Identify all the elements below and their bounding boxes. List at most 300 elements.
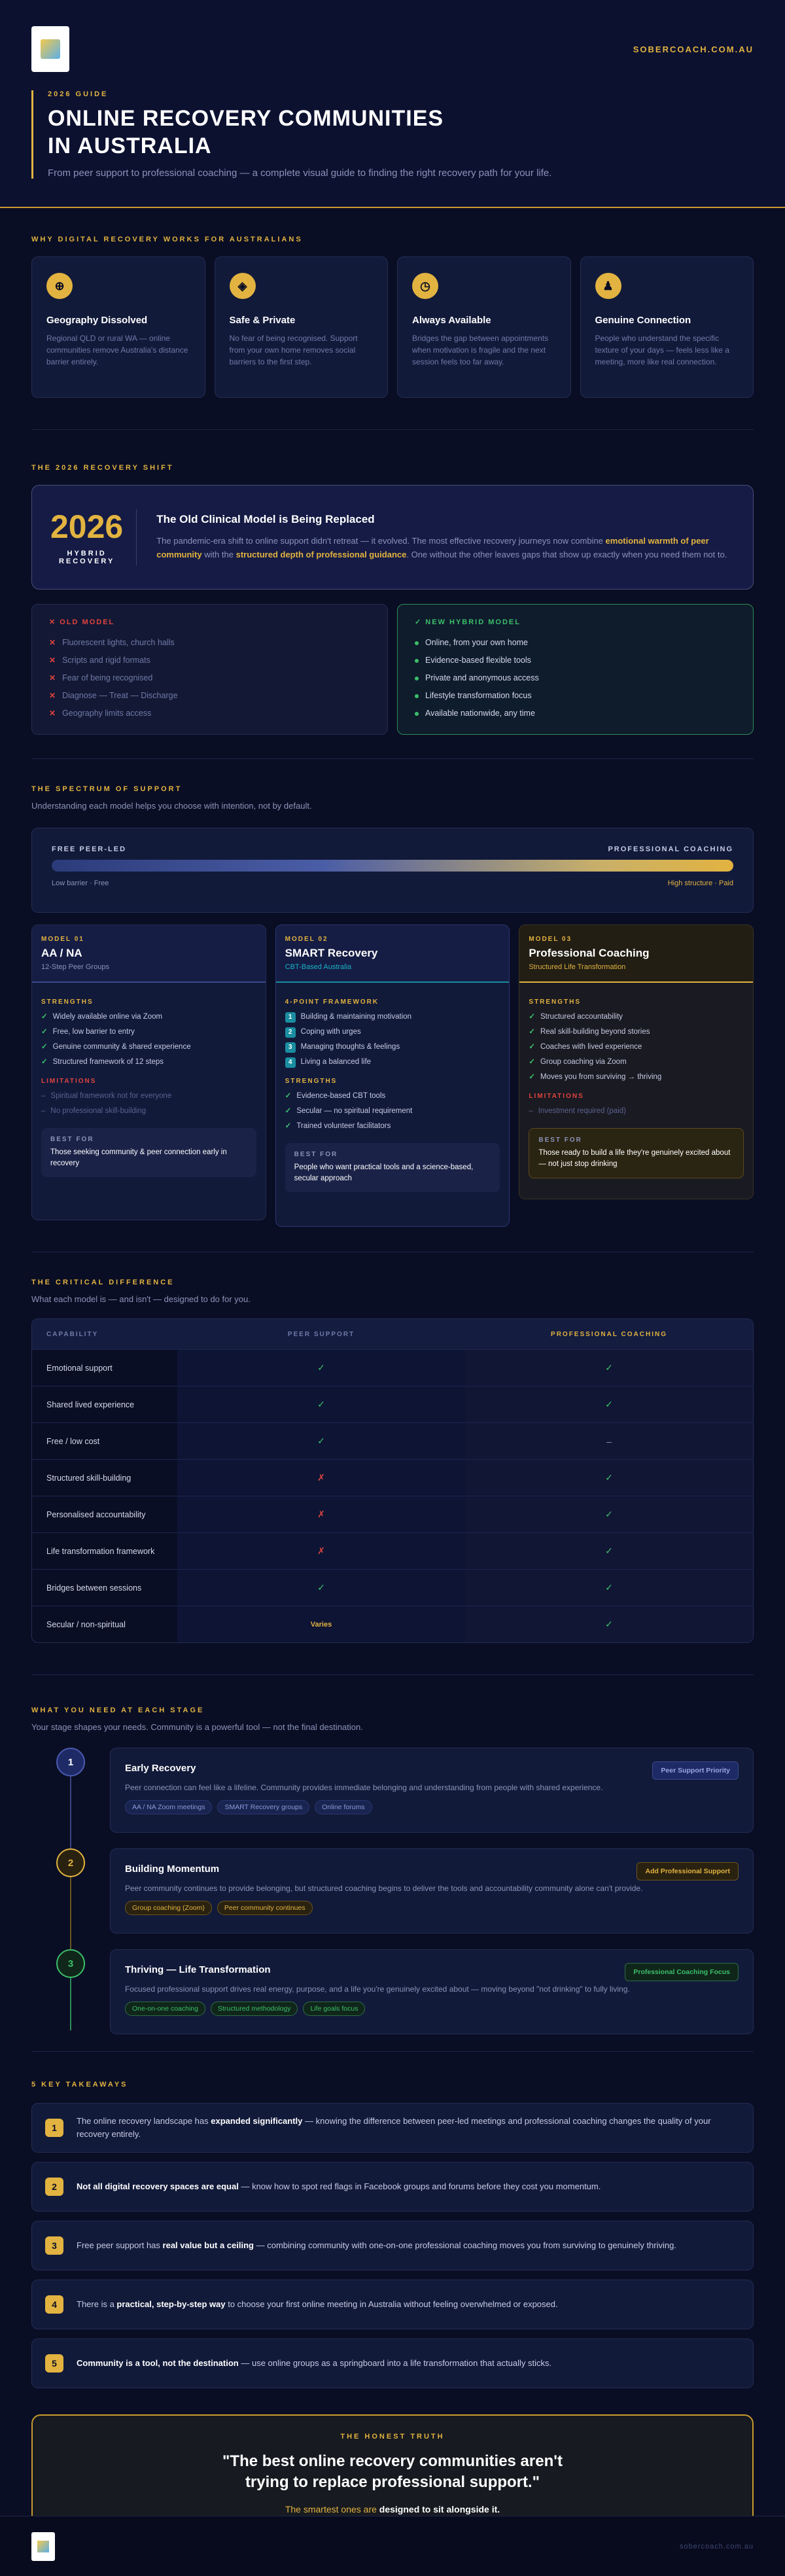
- stage-tags: [125, 1901, 739, 1915]
- list-item: [285, 1040, 500, 1055]
- model-card-header: [276, 925, 510, 983]
- limitations-list: [41, 1089, 256, 1119]
- peer-cell: [177, 1570, 465, 1606]
- divider: [31, 758, 754, 759]
- takeaway-item: [31, 2162, 754, 2212]
- capability-cell: Shared lived experience: [46, 1400, 135, 1409]
- check-icon: ✓: [415, 618, 426, 626]
- comparison-table: [31, 1318, 754, 1643]
- stage-timeline: [31, 1748, 754, 2034]
- feature-cards: [31, 256, 754, 398]
- strengths-title: STRENGTHS: [41, 998, 94, 1006]
- peer-cell: [177, 1496, 465, 1532]
- stage-card: [110, 1848, 754, 1933]
- feature-card: [31, 256, 205, 398]
- stage-tag: SMART Recovery groups: [217, 1800, 309, 1814]
- list-item-text: Genuine community & shared experience: [52, 1043, 191, 1051]
- limitations-title: LIMITATIONS: [41, 1078, 97, 1085]
- list-item-text: Fear of being recognised: [62, 673, 153, 682]
- stages-section: [0, 1706, 785, 2034]
- shield-icon: ◈: [230, 273, 256, 299]
- list-item: [41, 1025, 256, 1040]
- table-row: [32, 1569, 753, 1606]
- model-label: MODEL 02: [285, 936, 328, 943]
- footer: [0, 2516, 785, 2576]
- cross-icon: ✕: [49, 618, 60, 626]
- list-item-text: Scripts and rigid formats: [62, 656, 150, 665]
- clock-icon: ◷: [412, 273, 438, 299]
- year-block: [50, 509, 137, 565]
- best-for-title: BEST FOR: [294, 1151, 338, 1158]
- stage-tag: Life goals focus: [303, 2002, 365, 2016]
- stage-tag: AA / NA Zoom meetings: [125, 1800, 212, 1814]
- pro-value: ✓: [605, 1582, 613, 1593]
- pro-cell: [465, 1533, 753, 1569]
- number-badge: 3: [285, 1042, 296, 1053]
- table-row: [32, 1422, 753, 1459]
- spectrum-left-sub: Low barrier · Free: [52, 879, 109, 887]
- list-item-text: Group coaching via Zoom: [540, 1058, 627, 1066]
- takeaways-eyebrow: 5 KEY TAKEAWAYS: [31, 2081, 128, 2089]
- list-item-text: Widely available online via Zoom: [52, 1013, 163, 1021]
- people-icon: ♟: [595, 273, 621, 299]
- table-row: [32, 1349, 753, 1386]
- model-sub: CBT-Based Australia: [285, 963, 352, 971]
- list-item: [415, 705, 736, 722]
- list-item-text: Geography limits access: [62, 709, 152, 718]
- model-label: MODEL 01: [41, 936, 84, 943]
- spectrum-eyebrow: THE SPECTRUM OF SUPPORT: [31, 785, 183, 793]
- takeaway-number: 3: [45, 2236, 63, 2255]
- peer-cell: [177, 1606, 465, 1642]
- stages-subtitle: Your stage shapes your needs. Community is a powerful tool — not the final destination.: [31, 1722, 363, 1732]
- stage-badge: Peer Support Priority: [652, 1761, 739, 1780]
- takeaway-text: [77, 2180, 601, 2193]
- cross-icon: ✕: [49, 673, 56, 682]
- list-item-text: Living a balanced life: [300, 1058, 372, 1066]
- list-item: [41, 1089, 256, 1104]
- feature-title: Geography Dissolved: [46, 315, 148, 326]
- takeaway-post: to choose your first online meeting in Australia without feeling overwhelmed or exposed.: [225, 2299, 558, 2309]
- feature-card: [580, 256, 754, 398]
- table-row: [32, 1496, 753, 1532]
- stage-tag: Group coaching (Zoom): [125, 1901, 212, 1915]
- logo[interactable]: [31, 26, 69, 72]
- cross-icon: ✕: [49, 691, 56, 700]
- stage-tag: Peer community continues: [217, 1901, 313, 1915]
- feature-card: [215, 256, 389, 398]
- shift-text: [156, 534, 735, 561]
- list-item: [49, 705, 370, 722]
- list-item-text: Lifestyle transformation focus: [425, 691, 532, 700]
- stage: [31, 1848, 754, 1933]
- strengths-list: [529, 1010, 744, 1085]
- check-icon: ✓: [529, 1043, 535, 1051]
- stage-node: [31, 1949, 110, 1978]
- list-item-text: Structured accountability: [540, 1013, 623, 1021]
- quote-line-1: "The best online recovery communities aren't: [222, 2452, 563, 2470]
- minus-icon: –: [529, 1107, 533, 1115]
- takeaway-number: 1: [45, 2119, 63, 2137]
- title-line-2: IN AUSTRALIA: [48, 133, 212, 158]
- capability-cell: Life transformation framework: [46, 1546, 155, 1556]
- list-item-text: Coping with urges: [300, 1028, 361, 1036]
- globe-icon: ⊕: [46, 273, 73, 299]
- logo-icon: [41, 39, 60, 59]
- shift-text-1: The pandemic-era shift to online support didn't retreat — it evolved. The most effective recovery journeys now combine: [156, 536, 606, 546]
- takeaway-bold: real value but a ceiling: [162, 2240, 254, 2250]
- spectrum-right-label: PROFESSIONAL COACHING: [608, 845, 733, 853]
- year-label: HYBRID RECOVERY: [58, 550, 115, 565]
- takeaways-section: [0, 2081, 785, 2550]
- quote-text: [33, 2451, 752, 2493]
- takeaway-post: — know how to spot red flags in Facebook groups and forums before they cost you momentum.: [238, 2181, 601, 2191]
- pro-cell: [465, 1496, 753, 1532]
- shift-title: The Old Clinical Model is Being Replaced: [156, 513, 375, 525]
- stage-card: [110, 1748, 754, 1833]
- bullet-icon: [415, 641, 419, 645]
- bullet-icon: [415, 712, 419, 716]
- takeaway-text: [77, 2357, 551, 2370]
- model-sub: Structured Life Transformation: [529, 963, 626, 971]
- peer-value: ✓: [317, 1436, 325, 1446]
- pro-value: –: [606, 1436, 612, 1447]
- list-item-text: Building & maintaining motivation: [300, 1013, 412, 1021]
- list-item-text: Diagnose — Treat — Discharge: [62, 691, 178, 700]
- new-model-title: [415, 618, 736, 626]
- table-row: [32, 1532, 753, 1569]
- list-item-text: Structured framework of 12 steps: [52, 1058, 164, 1066]
- feature-text: Regional QLD or rural WA — online communities remove Australia's distance barrier entirely.: [46, 334, 188, 366]
- quote-line-2: trying to replace professional support.": [245, 2473, 540, 2491]
- peer-cell: [177, 1423, 465, 1459]
- list-item: [285, 1089, 500, 1104]
- check-icon: ✓: [41, 1013, 48, 1021]
- list-item: [49, 652, 370, 669]
- table-header-peer: PEER SUPPORT: [177, 1319, 465, 1349]
- check-icon: ✓: [41, 1028, 48, 1036]
- peer-value: ✗: [317, 1472, 325, 1483]
- list-item-text: Spiritual framework not for everyone: [50, 1092, 172, 1100]
- pro-value: ✓: [605, 1545, 613, 1556]
- pro-cell: [465, 1423, 753, 1459]
- stage-number: 1: [56, 1748, 85, 1776]
- list-item: [285, 1119, 500, 1134]
- check-icon: ✓: [41, 1058, 48, 1066]
- takeaway-number: 5: [45, 2354, 63, 2373]
- why-section: [0, 236, 785, 398]
- peer-cell: [177, 1460, 465, 1496]
- hero-eyebrow: 2026 GUIDE: [48, 90, 109, 98]
- page-title: [48, 105, 754, 160]
- list-item-text: No professional skill-building: [50, 1107, 147, 1115]
- takeaway-bold: expanded significantly: [211, 2116, 303, 2126]
- pro-value: ✓: [605, 1399, 613, 1409]
- list-item-text: Investment required (paid): [538, 1107, 626, 1115]
- strengths-title: STRENGTHS: [529, 998, 582, 1006]
- stage-badge: Professional Coaching Focus: [625, 1963, 739, 1981]
- list-item: [49, 669, 370, 687]
- minus-icon: –: [41, 1107, 46, 1115]
- model-card-body: [32, 983, 266, 1188]
- stage-title: Early Recovery: [125, 1763, 196, 1774]
- takeaway-text: [77, 2298, 558, 2311]
- check-icon: ✓: [529, 1058, 535, 1066]
- quote-sub-bold: designed to sit alongside it.: [379, 2504, 500, 2514]
- peer-value: ✓: [317, 1362, 325, 1373]
- peer-value: ✗: [317, 1545, 325, 1556]
- model-card-coaching: [519, 925, 754, 1199]
- list-item: [41, 1040, 256, 1055]
- check-icon: ✓: [529, 1028, 535, 1036]
- list-item-text: Evidence-based flexible tools: [425, 656, 531, 665]
- list-item-text: Trained volunteer facilitators: [296, 1122, 391, 1130]
- list-item: [41, 1010, 256, 1025]
- spectrum-section: [0, 785, 785, 1227]
- list-item: [285, 1055, 500, 1070]
- divider: [31, 429, 754, 430]
- pro-cell: [465, 1606, 753, 1642]
- list-item: [529, 1025, 744, 1040]
- peer-cell: [177, 1386, 465, 1422]
- spectrum-right-sub: High structure · Paid: [667, 879, 733, 887]
- hero: [31, 90, 754, 179]
- spectrum-bar: [52, 860, 733, 872]
- minus-icon: –: [41, 1092, 46, 1100]
- check-icon: ✓: [285, 1092, 292, 1100]
- takeaway-bold: Community is a tool, not the destination: [77, 2358, 239, 2368]
- title-line-1: ONLINE RECOVERY COMMUNITIES: [48, 106, 444, 131]
- list-item-text: Available nationwide, any time: [425, 709, 535, 718]
- brand-link[interactable]: SOBERCOACH.COM.AU: [633, 44, 754, 54]
- peer-value: Varies: [310, 1620, 332, 1629]
- pro-value: ✓: [605, 1362, 613, 1373]
- list-item-text: Coaches with lived experience: [540, 1043, 642, 1051]
- list-item: [529, 1055, 744, 1070]
- limitations-title: LIMITATIONS: [529, 1093, 584, 1100]
- old-model-list: [49, 634, 370, 722]
- best-for-box: [529, 1128, 744, 1178]
- best-for-text: Those ready to build a life they're genuinely excited about — not just stop drinking: [538, 1149, 731, 1168]
- model-label: MODEL 03: [529, 936, 572, 943]
- list-item-text: Online, from your own home: [425, 638, 529, 647]
- new-model-title-text: NEW HYBRID MODEL: [425, 618, 521, 626]
- list-item-text: Private and anonymous access: [425, 673, 539, 682]
- shift-eyebrow: THE 2026 RECOVERY SHIFT: [31, 464, 174, 472]
- footer-brand-link[interactable]: sobercoach.com.au: [680, 2542, 754, 2550]
- new-model-card: [397, 604, 754, 735]
- stage-tags: [125, 2002, 739, 2016]
- best-for-title: BEST FOR: [50, 1136, 94, 1143]
- takeaway-post: — use online groups as a springboard into a life transformation that actually sticks.: [238, 2358, 552, 2368]
- cross-icon: ✕: [49, 709, 56, 718]
- takeaway-number: 2: [45, 2178, 63, 2196]
- feature-card: [397, 256, 571, 398]
- list-item: [529, 1010, 744, 1025]
- stage-tags: [125, 1800, 739, 1814]
- stage-tag: Structured methodology: [211, 2002, 298, 2016]
- hero-subtitle: From peer support to professional coaching — a complete visual guide to finding the right recovery path for your life.: [48, 168, 552, 179]
- takeaway-post: — knowing the difference between peer-led meetings and professional coaching changes the quality of your recovery entirely.: [77, 2116, 711, 2139]
- stage-tag: One-on-one coaching: [125, 2002, 205, 2016]
- feature-text: People who understand the specific texture of your days — feels less like a meeting, more like real connection.: [595, 334, 729, 366]
- capability-cell: Emotional support: [46, 1363, 113, 1373]
- takeaway-item: [31, 2280, 754, 2329]
- peer-cell: [177, 1533, 465, 1569]
- cross-icon: ✕: [49, 638, 56, 647]
- stage-text: Peer community continues to provide belonging, but structured coaching begins to deliver the tools and accountability community alone can't provide.: [125, 1884, 643, 1893]
- takeaway-list: [31, 2103, 754, 2388]
- capability-cell: Free / low cost: [46, 1436, 100, 1446]
- feature-text: Bridges the gap between appointments when motivation is fragile and the next session feels too far away.: [412, 334, 549, 366]
- bullet-icon: [415, 677, 419, 680]
- old-model-title-text: OLD MODEL: [60, 618, 115, 626]
- list-item: [41, 1055, 256, 1070]
- header: [0, 0, 785, 208]
- timeline-line: [70, 1877, 71, 1949]
- check-icon: ✓: [529, 1073, 535, 1081]
- list-item-text: Secular — no spiritual requirement: [296, 1107, 413, 1115]
- model-comparison: [31, 604, 754, 735]
- number-badge: 2: [285, 1027, 296, 1038]
- shift-body: [137, 513, 735, 561]
- difference-section: [0, 1279, 785, 1643]
- quote-eyebrow: THE HONEST TRUTH: [340, 2433, 445, 2441]
- model-card-smart: [275, 925, 510, 1227]
- check-icon: ✓: [285, 1107, 292, 1115]
- number-badge: 1: [285, 1012, 296, 1023]
- footer-logo[interactable]: [31, 2532, 55, 2561]
- feature-text: No fear of being recognised. Support from your own home removes social barriers to the first step.: [229, 334, 358, 366]
- list-item: [49, 634, 370, 652]
- stage: [31, 1949, 754, 2034]
- check-icon: ✓: [529, 1013, 535, 1021]
- capability-cell: Structured skill-building: [46, 1473, 131, 1483]
- pro-value: ✓: [605, 1509, 613, 1519]
- list-item-text: Fluorescent lights, church halls: [62, 638, 175, 647]
- stage-title: Thriving — Life Transformation: [125, 1964, 271, 1975]
- model-cards: [31, 925, 754, 1227]
- pro-value: ✓: [605, 1472, 613, 1483]
- takeaway-pre: The online recovery landscape has: [77, 2116, 211, 2126]
- takeaway-pre: Free peer support has: [77, 2240, 163, 2250]
- peer-value: ✓: [317, 1399, 325, 1409]
- pro-cell: [465, 1570, 753, 1606]
- peer-cell: [177, 1350, 465, 1386]
- check-icon: ✓: [285, 1122, 292, 1130]
- list-item: [285, 1010, 500, 1025]
- shift-section: [0, 464, 785, 735]
- logo-icon: [37, 2541, 49, 2552]
- takeaway-item: [31, 2338, 754, 2388]
- timeline-line: [70, 1776, 71, 1848]
- difference-eyebrow: THE CRITICAL DIFFERENCE: [31, 1279, 175, 1286]
- table-header-capability: CAPABILITY: [46, 1330, 99, 1338]
- takeaway-number: 4: [45, 2295, 63, 2314]
- best-for-text: People who want practical tools and a science-based, secular approach: [294, 1163, 474, 1182]
- capability-cell: Bridges between sessions: [46, 1583, 142, 1593]
- list-item: [285, 1104, 500, 1119]
- stage-title: Building Momentum: [125, 1863, 220, 1875]
- takeaway-bold: practical, step-by-step way: [116, 2299, 226, 2309]
- new-model-list: [415, 634, 736, 722]
- table-row: [32, 1386, 753, 1422]
- list-item: [529, 1070, 744, 1085]
- list-item: [415, 669, 736, 687]
- year-number: 2026: [50, 508, 124, 545]
- difference-subtitle: What each model is — and isn't — designed to do for you.: [31, 1294, 251, 1304]
- stage-tag: Online forums: [315, 1800, 372, 1814]
- limitations-list: [529, 1104, 744, 1119]
- shift-text-3: . One without the other leaves gaps that show up exactly when you need them not to.: [406, 550, 727, 559]
- table-header-row: [32, 1319, 753, 1349]
- divider: [31, 2051, 754, 2052]
- shift-text-2: with the: [201, 550, 236, 559]
- feature-title: Safe & Private: [229, 315, 296, 326]
- model-name: Professional Coaching: [529, 947, 650, 959]
- list-item-text: Free, low barrier to entry: [52, 1028, 135, 1036]
- list-item: [49, 687, 370, 705]
- list-item-text: Moves you from surviving → thriving: [540, 1073, 662, 1081]
- why-eyebrow: WHY DIGITAL RECOVERY WORKS FOR AUSTRALIANS: [31, 236, 303, 243]
- quote-sub-pre: The smartest ones are: [285, 2504, 379, 2514]
- best-for-box: [285, 1143, 500, 1192]
- list-item-text: Real skill-building beyond stories: [540, 1028, 650, 1036]
- capability-cell: Secular / non-spiritual: [46, 1619, 126, 1629]
- strengths-title: STRENGTHS: [285, 1078, 338, 1085]
- model-card-header: [32, 925, 266, 983]
- bullet-icon: [415, 659, 419, 663]
- spectrum-sublabels: [52, 879, 733, 887]
- pro-cell: [465, 1460, 753, 1496]
- peer-value: ✓: [317, 1582, 325, 1593]
- stage-number: 2: [56, 1848, 85, 1877]
- peer-value: ✗: [317, 1509, 325, 1519]
- stage-badge: Add Professional Support: [637, 1862, 739, 1880]
- takeaway-item: [31, 2221, 754, 2270]
- stage-node: [31, 1848, 110, 1877]
- best-for-title: BEST FOR: [538, 1137, 582, 1144]
- model-sub: 12-Step Peer Groups: [41, 963, 109, 971]
- framework-list: [285, 1010, 500, 1070]
- shift-highlight-1: emotional warmth of peer community: [156, 536, 709, 559]
- list-item: [41, 1104, 256, 1119]
- list-item: [415, 687, 736, 705]
- stage-text: Peer connection can feel like a lifeline. Community provides immediate belonging and understanding from people with shared experience.: [125, 1783, 603, 1792]
- feature-title: Genuine Connection: [595, 315, 691, 326]
- strengths-list: [41, 1010, 256, 1070]
- model-card-body: [519, 983, 753, 1189]
- timeline-line: [70, 1978, 71, 2030]
- list-item: [415, 652, 736, 669]
- list-item-text: Managing thoughts & feelings: [300, 1043, 400, 1051]
- feature-title: Always Available: [412, 315, 491, 326]
- list-item: [285, 1025, 500, 1040]
- framework-title: 4-POINT FRAMEWORK: [285, 998, 379, 1006]
- check-icon: ✓: [41, 1043, 48, 1051]
- table-row: [32, 1459, 753, 1496]
- best-for-text: Those seeking community & peer connection early in recovery: [50, 1148, 227, 1167]
- model-card-body: [276, 983, 510, 1203]
- capability-cell: Personalised accountability: [46, 1509, 146, 1519]
- divider: [31, 1674, 754, 1675]
- stage-node: [31, 1748, 110, 1776]
- model-name: AA / NA: [41, 947, 82, 959]
- table-row: [32, 1606, 753, 1642]
- takeaway-post: — combining community with one-on-one professional coaching moves you from surviving to genuinely thriving.: [253, 2240, 676, 2250]
- list-item: [529, 1040, 744, 1055]
- spectrum-subtitle: Understanding each model helps you choose with intention, not by default.: [31, 801, 312, 811]
